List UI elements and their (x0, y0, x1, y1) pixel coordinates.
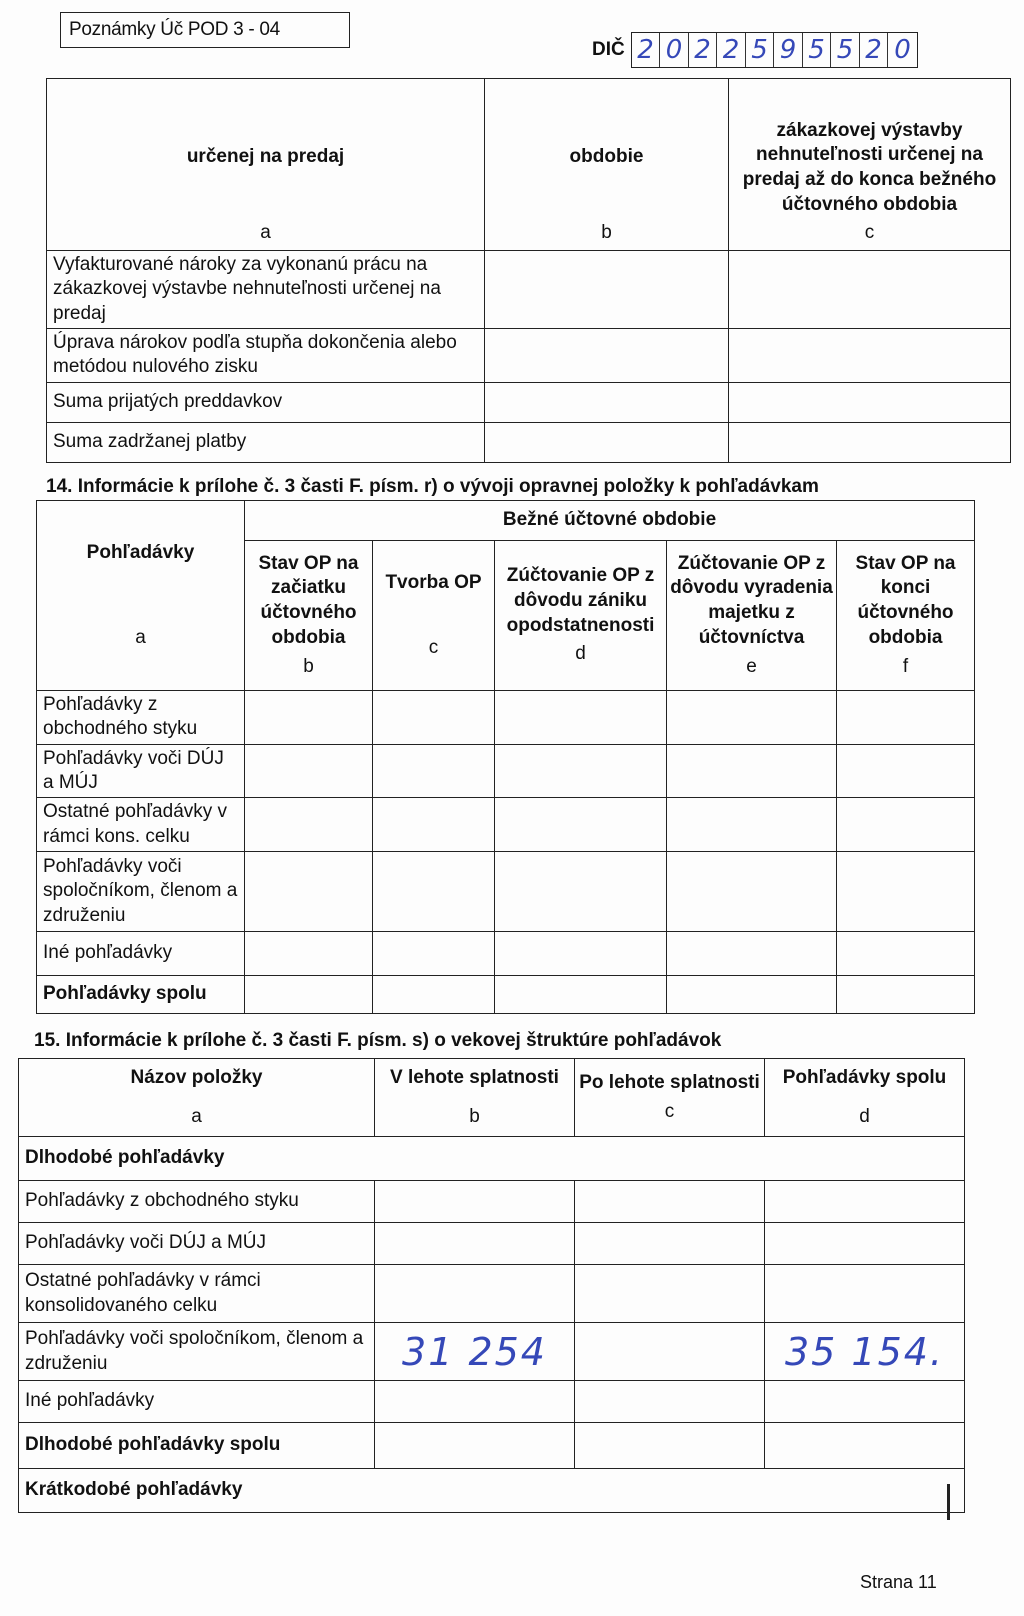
construction-contracts-table (46, 78, 1011, 463)
column-header (837, 541, 975, 691)
dic-digit: 5 (746, 33, 775, 67)
column-letter: f (902, 655, 909, 677)
table-row (37, 691, 975, 745)
column-title: obdobie (569, 145, 644, 167)
dic-digit: 2 (860, 33, 889, 67)
value-cell[interactable] (575, 1223, 765, 1265)
column-header (375, 1059, 575, 1137)
table-row (47, 328, 1011, 382)
value-cell[interactable] (373, 975, 495, 1013)
value-cell[interactable] (245, 691, 373, 745)
table-row (37, 851, 975, 931)
value-cell[interactable] (667, 744, 837, 798)
table-row (19, 1181, 965, 1223)
column-header (19, 1059, 375, 1137)
table-row (19, 1223, 965, 1265)
column-header (245, 541, 373, 691)
value-cell[interactable] (485, 382, 729, 422)
column-title: zákazkovej výstavby nehnuteľnosti určenej na predaj až do konca bežného účtovného obdobia (742, 119, 997, 215)
value-cell[interactable] (765, 1181, 965, 1223)
column-letter: e (746, 655, 757, 677)
column-title: Názov položky (130, 1066, 263, 1088)
value-cell[interactable] (375, 1181, 575, 1223)
table-header-row (19, 1059, 965, 1137)
table-row (47, 382, 1011, 422)
value-cell[interactable] (575, 1381, 765, 1423)
column-title: Zúčtovanie OP z dôvodu zániku opodstatnenosti (506, 565, 655, 636)
table-row (19, 1265, 965, 1323)
column-letter: a (260, 222, 271, 244)
column-letter: c (428, 636, 439, 658)
value-cell[interactable] (667, 691, 837, 745)
value-cell[interactable] (729, 251, 1011, 329)
column-title: Tvorba OP (385, 571, 482, 593)
value-cell[interactable] (245, 798, 373, 852)
value-cell[interactable] (765, 1223, 965, 1265)
row-label: Pohľadávky voči DÚJ a MÚJ (19, 1223, 375, 1265)
column-header (495, 541, 667, 691)
value-cell[interactable] (375, 1381, 575, 1423)
dic-digit: 2 (717, 33, 746, 67)
value-cell[interactable] (837, 798, 975, 852)
table-row (37, 744, 975, 798)
column-header (485, 79, 729, 251)
dic-digit: 2 (689, 33, 718, 67)
column-letter: b (303, 655, 314, 677)
table-row (19, 1423, 965, 1469)
row-label: Úprava nárokov podľa stupňa dokončenia alebo metódou nulového zisku (47, 328, 485, 382)
column-title: Pohľadávky (86, 541, 195, 563)
value-cell[interactable] (667, 931, 837, 975)
row-label: Pohľadávky z obchodného styku (19, 1181, 375, 1223)
group-label-long-term: Dlhodobé pohľadávky (19, 1137, 965, 1181)
column-letter: a (135, 626, 146, 648)
column-letter: c (664, 1100, 675, 1122)
table-header-row (37, 501, 975, 541)
row-label: Pohľadávky voči DÚJ a MÚJ (37, 744, 245, 798)
group-header: Bežné účtovné obdobie (245, 501, 975, 541)
column-letter: d (859, 1105, 870, 1127)
table-row (47, 251, 1011, 329)
value-cell[interactable] (837, 691, 975, 745)
column-title: V lehote splatnosti (390, 1066, 559, 1088)
row-label: Pohľadávky voči spoločníkom, členom a združeniu (37, 851, 245, 931)
row-label: Dlhodobé pohľadávky spolu (19, 1423, 375, 1469)
value-cell[interactable] (729, 382, 1011, 422)
dic-digit: 2 (632, 33, 661, 67)
value-cell-handwritten[interactable]: 31 254 (375, 1323, 575, 1381)
table-header-row (47, 79, 1011, 251)
value-cell[interactable] (575, 1423, 765, 1469)
table-row (19, 1323, 965, 1381)
dic-digit: 5 (803, 33, 832, 67)
value-cell[interactable] (373, 798, 495, 852)
dic-digit: 0 (894, 35, 911, 65)
group-row (19, 1137, 965, 1181)
value-cell[interactable] (667, 975, 837, 1013)
row-label: Ostatné pohľadávky v rámci kons. celku (37, 798, 245, 852)
page-corner-mark (947, 1484, 950, 1520)
value-cell-handwritten[interactable]: 35 154. (765, 1323, 965, 1381)
table-row (37, 975, 975, 1013)
column-letter: d (575, 643, 586, 665)
table-row (37, 798, 975, 852)
value-cell[interactable] (245, 931, 373, 975)
value-cell[interactable] (375, 1223, 575, 1265)
value-cell[interactable] (375, 1265, 575, 1323)
row-label: Iné pohľadávky (37, 931, 245, 975)
value-cell[interactable] (245, 975, 373, 1013)
section-15-title: 15. Informácie k prílohe č. 3 časti F. písm. s) o vekovej štruktúre pohľadávok (34, 1030, 722, 1051)
value-cell[interactable] (495, 975, 667, 1013)
value-cell[interactable] (485, 251, 729, 329)
table-row (47, 422, 1011, 462)
dic-field (592, 32, 918, 68)
age-structure-table (18, 1058, 965, 1513)
value-cell[interactable] (667, 851, 837, 931)
row-header (37, 501, 245, 691)
value-cell[interactable] (373, 931, 495, 975)
dic-digit: 5 (831, 33, 860, 67)
row-label: Pohľadávky z obchodného styku (37, 691, 245, 745)
table-row (37, 931, 975, 975)
value-cell[interactable] (837, 931, 975, 975)
form-reference: Poznámky Úč POD 3 - 04 (60, 12, 350, 48)
column-header (47, 79, 485, 251)
value-cell[interactable] (495, 851, 667, 931)
column-header (575, 1059, 765, 1137)
value-cell[interactable] (837, 744, 975, 798)
value-cell[interactable] (765, 1423, 965, 1469)
value-cell[interactable] (575, 1181, 765, 1223)
column-letter: c (864, 222, 875, 244)
value-cell[interactable] (245, 851, 373, 931)
row-label: Ostatné pohľadávky v rámci konsolidovaného celku (19, 1265, 375, 1323)
value-cell[interactable] (575, 1265, 765, 1323)
column-header (729, 79, 1011, 251)
dic-label: DIČ (592, 39, 625, 60)
value-cell[interactable] (373, 851, 495, 931)
table-row (19, 1381, 965, 1423)
row-label: Suma zadržanej platby (47, 422, 485, 462)
value-cell[interactable] (729, 328, 1011, 382)
allowance-development-table (36, 500, 975, 1014)
value-cell[interactable] (837, 851, 975, 931)
column-title: Po lehote splatnosti (579, 1071, 760, 1093)
row-label: Suma prijatých preddavkov (47, 382, 485, 422)
value-cell[interactable] (495, 931, 667, 975)
value-cell[interactable] (495, 744, 667, 798)
column-title: Stav OP na začiatku účtovného obdobia (258, 552, 359, 648)
column-title: určenej na predaj (186, 145, 345, 167)
group-label-short-term: Krátkodobé pohľadávky (19, 1469, 965, 1513)
group-row (19, 1469, 965, 1513)
value-cell[interactable] (245, 744, 373, 798)
value-cell[interactable] (837, 975, 975, 1013)
value-cell[interactable] (373, 744, 495, 798)
column-letter: b (601, 222, 612, 244)
column-header (373, 541, 495, 691)
value-cell[interactable] (375, 1423, 575, 1469)
value-cell[interactable] (765, 1381, 965, 1423)
row-label: Vyfakturované nároky za vykonanú prácu na zákazkovej výstavbe nehnuteľnosti určenej na predaj (47, 251, 485, 329)
column-title: Stav OP na konci účtovného obdobia (855, 552, 956, 648)
column-header (765, 1059, 965, 1137)
column-title: Pohľadávky spolu (782, 1066, 947, 1088)
page-number: Strana 11 (860, 1572, 937, 1592)
value-cell[interactable] (495, 798, 667, 852)
row-label: Pohľadávky spolu (37, 975, 245, 1013)
value-cell[interactable] (729, 422, 1011, 462)
value-cell[interactable] (373, 691, 495, 745)
section-14-title: 14. Informácie k prílohe č. 3 časti F. písm. r) o vývoji opravnej položky k pohľadávkam (46, 476, 819, 497)
value-cell[interactable] (667, 798, 837, 852)
value-cell[interactable] (575, 1323, 765, 1381)
value-cell[interactable] (485, 422, 729, 462)
column-letter: a (191, 1105, 202, 1127)
dic-digit: 9 (774, 33, 803, 67)
row-label: Pohľadávky voči spoločníkom, členom a združeniu (19, 1323, 375, 1381)
column-header (667, 541, 837, 691)
row-label: Iné pohľadávky (19, 1381, 375, 1423)
value-cell[interactable] (485, 328, 729, 382)
value-cell[interactable] (495, 691, 667, 745)
value-cell[interactable] (765, 1265, 965, 1323)
dic-digits (631, 32, 918, 68)
dic-digit: 0 (660, 33, 689, 67)
column-title: Zúčtovanie OP z dôvodu vyradenia majetku z účtovníctva (670, 552, 833, 648)
column-letter: b (469, 1105, 480, 1127)
